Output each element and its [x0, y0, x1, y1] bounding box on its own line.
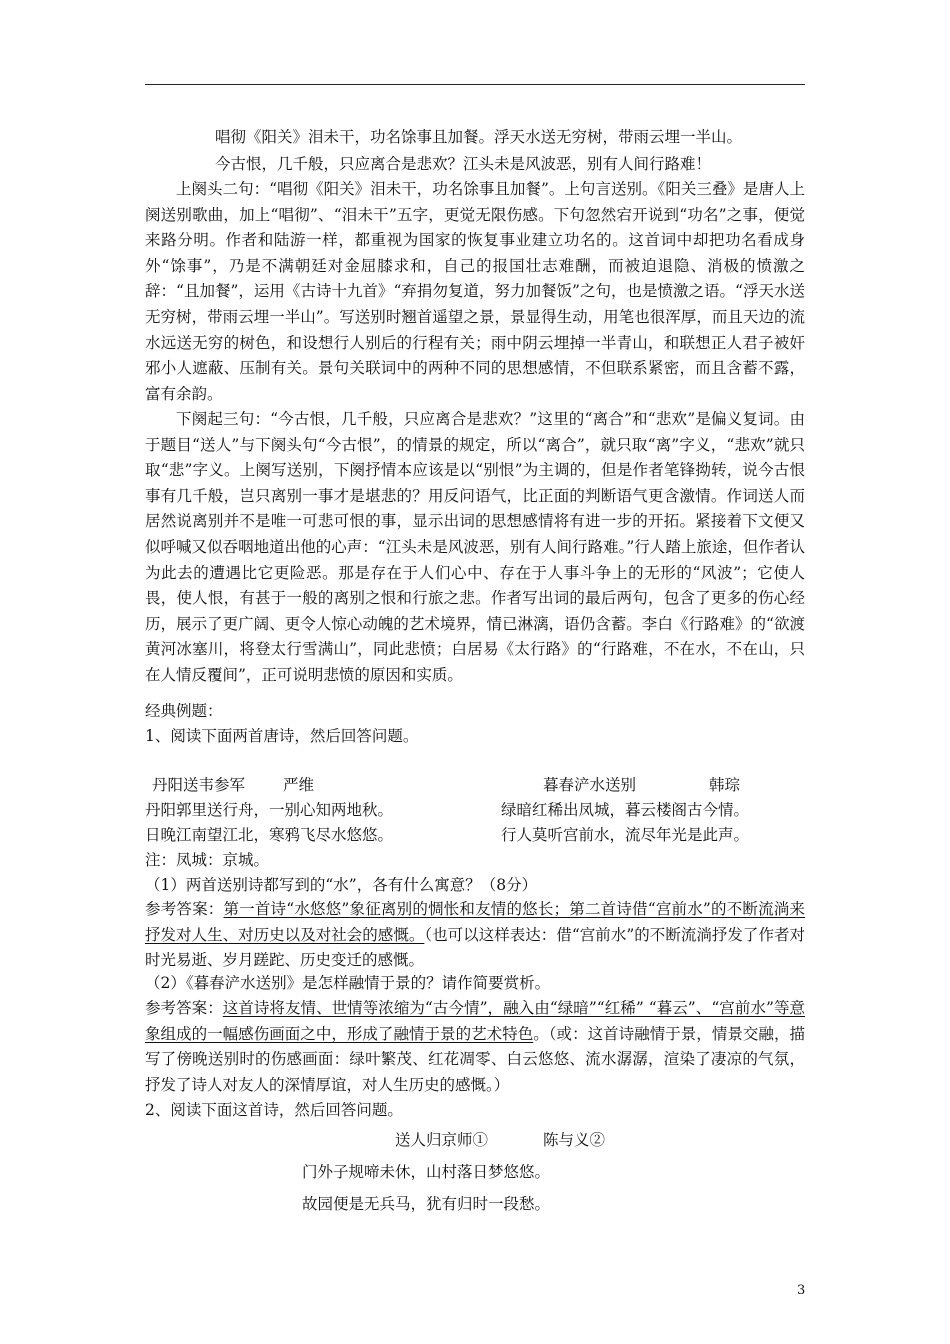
page-number: 3 — [797, 1283, 806, 1298]
poem-c-title: 送人归京师① — [395, 1131, 489, 1149]
answer-1-underlined: 第一首诗“水悠悠”象征离别的惆怅和友情的悠长；第二首诗借“宫前水”的不断流淌来抒发对人生、对历史以及对社会的感慨。 — [145, 900, 805, 944]
poem-line-1: 唱彻《阳关》泪未干，功名馀事且加餐。浮天水送无穷树，带雨云埋一半山。 — [215, 128, 743, 146]
poem-b-line-1: 绿暗红稀出凤城，暮云楼阁古今情。 — [501, 801, 750, 819]
answer-1 — [145, 897, 805, 974]
answer-2-label: 参考答案： — [145, 999, 223, 1017]
poem-line-2: 今古恨，几千般，只应离合是悲欢？江头未是风波恶，别有人间行路难！ — [215, 155, 712, 173]
answer-2 — [145, 996, 805, 1098]
poem-note: 注：凤城：京城。 — [145, 851, 270, 869]
question-1-2: （2）《暮春浐水送别》是怎样融情于景的？请作简要赏析。 — [145, 974, 551, 992]
poem-b-title: 暮春浐水送别 — [543, 776, 637, 794]
question-2-intro: 2、阅读下面这首诗，然后回答问题。 — [145, 1101, 403, 1119]
poem-c-line-1: 门外子规啼未休，山村落日梦悠悠。 — [302, 1163, 551, 1181]
poem-b-author: 韩琮 — [709, 776, 741, 794]
poem-b-line-2: 行人莫听宫前水，流尽年光是此声。 — [501, 826, 750, 844]
poem-a-title: 丹阳送韦参军 — [152, 776, 246, 794]
poem-c-author: 陈与义② — [543, 1131, 606, 1149]
header-rule — [145, 84, 805, 85]
poem-a-line-2: 日晚江南望江北，寒鸦飞尽水悠悠。 — [145, 826, 394, 844]
poem-c-line-2: 故园便是无兵马，犹有归时一段愁。 — [302, 1195, 551, 1213]
commentary-paragraph-2: 下阕起三句：“今古恨，几千般，只应离合是悲欢？”这里的“离合”和“悲欢”是偏义复词。由于题目“送人”与下阕头句“今古恨”，的情景的规定，所以“离合”，就只取“离”字义，“悲欢”就只取“悲”字义。上阕写送别，下阕抒情本应该是以“别恨”为主调的，但是作者笔锋拗转，说今古恨事有几千般，岂只离别一事才是堪悲的？用反问语气，比正面的判断语气更含激情。作词送人而居然说离别并不是唯一可悲可恨的事，显示出词的思想感情将有进一步的开拓。紧接着下文便又似呼喊又似吞咽地道出他的心声：“江头未是风波恶，别有人间行路难。”行人踏上旅途，但作者认为此去的遭遇比它更险恶。那是存在于人们心中、存在于人事斗争上的无形的“风波”；它使人畏，使人恨，有甚于一般的离别之恨和行旅之悲。作者写出词的最后两句，包含了更多的伤心经历，展示了更广阔、更令人惊心动魄的艺术境界，情已淋漓，语仍含蓄。李白《行路难》的“欲渡黄河冰塞川，将登太行雪满山”，同此悲愤；白居易《太行路》的“行路难，不在水，不在山，只在人情反覆间”，正可说明悲愤的原因和实质。 — [145, 410, 805, 684]
poem-a-author: 严维 — [283, 776, 315, 794]
answer-2-underlined: 这首诗将友情、世情等浓缩为“古今情”，融入由“绿暗”“红稀” “暮云”、“宫前水”等意象组成的一幅感伤画面之中，形成了融情于景的艺术特色 — [145, 999, 805, 1043]
commentary-paragraph-1: 上阕头二句：“唱彻《阳关》泪未干，功名馀事且加餐”。上句言送别。《阳关三叠》是唐人上阕送别歌曲，加上“唱彻”、“泪未干”五字，更觉无限伤感。下句忽然宕开说到“功名”之事，便觉来路分明。作者和陆游一样，都重视为国家的恢复事业建立功名的。这首词中却把功名看成身外“馀事”，乃是不满朝廷对金屈膝求和，自己的报国壮志难酬，而被迫退隐、消极的愤激之辞：“且加餐”，运用《古诗十九首》“弃捐勿复道，努力加餐饭”之句，也是愤激之语。“浮天水送无穷树，带雨云埋一半山”。写送别时翘首遥望之景，景显得生动，用笔也很浑厚，而且天边的流水远送无穷的树色，和设想行人别后的行程有关；雨中阴云埋掉一半青山，和联想正人君子被奸邪小人遮蔽、压制有关。景句关联词中的两种不同的思想感情，不但联系紧密，而且含蓄不露，富有余韵。 — [145, 180, 805, 403]
answer-1-alternative: （也可以这样表达：借“宫前水”的不断流淌抒发了作者对时光易逝、岁月蹉跎、历史变迁的感慨。 — [145, 925, 805, 970]
poem-a-line-1: 丹阳郭里送行舟，一别心知两地秋。 — [145, 801, 394, 819]
question-1-intro: 1、阅读下面两首唐诗，然后回答问题。 — [145, 727, 419, 745]
answer-1-label: 参考答案： — [145, 900, 224, 918]
answer-2-alternative: 。（或：这首诗融情于景，情景交融，描写了傍晚送别时的伤感画面：绿叶繁茂、红花凋零、白云悠悠、流水潺潺，渲染了凄凉的气氛，抒发了诗人对友人的深情厚谊，对人生历史的感慨。） — [145, 1024, 805, 1094]
examples-heading: 经典例题： — [145, 702, 223, 720]
question-1-1: （1）两首送别诗都写到的“水”，各有什么寓意？（8分） — [145, 876, 538, 894]
